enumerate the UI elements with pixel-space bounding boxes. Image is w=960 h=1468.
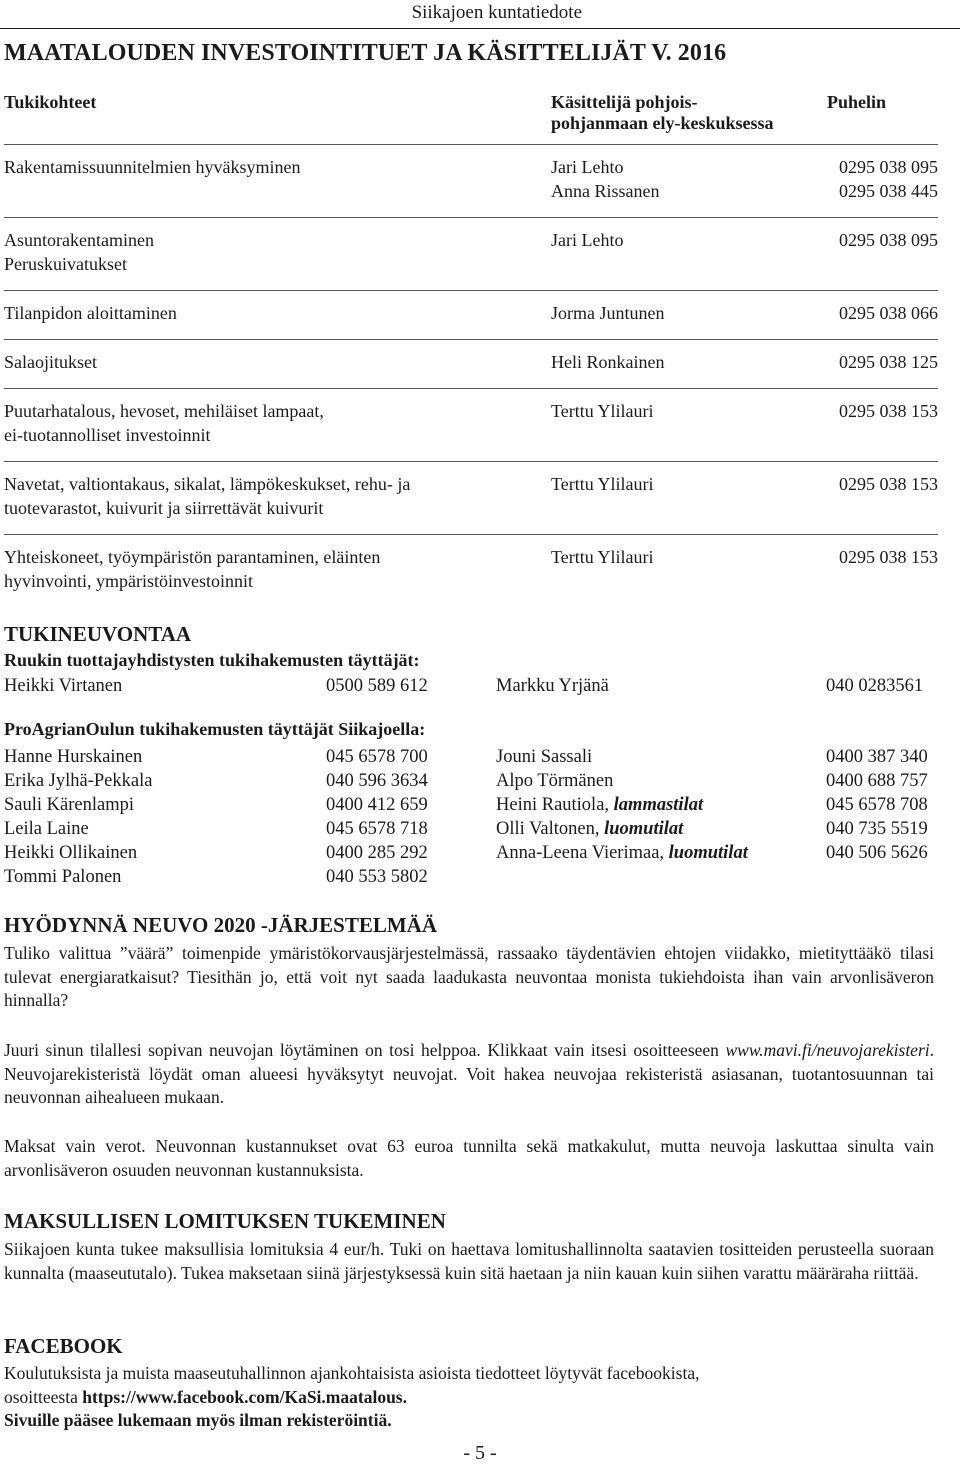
contact-name-with-role	[496, 745, 592, 769]
contact-phone: 040 553 5802	[326, 867, 428, 887]
contact-name: Hanne Hurskainen	[4, 747, 143, 767]
phone	[818, 155, 938, 203]
contact-name: Jouni Sassali	[496, 747, 593, 767]
facebook-line-2	[4, 1386, 934, 1410]
support-target-line: Tilanpidon aloittaminen	[4, 303, 177, 323]
main-title: MAATALOUDEN INVESTOINTITUET JA KÄSITTELIJÄT V. 2016	[4, 40, 727, 66]
proagria-contact-row	[4, 769, 938, 793]
proagria-contact-row	[4, 745, 938, 769]
phone-number: 0295 038 153	[839, 401, 938, 421]
neuvo-p2-text: Juuri sinun tilallesi sopivan neuvojan löytäminen on tosi helppoa. Klikkaat vain itsesi osoitteeseen	[4, 1040, 726, 1060]
neuvo-paragraph-3: Maksat vain verot. Neuvonnan kustannukset ovat 63 euroa tunnilta sekä matkakulut, mutta neuvoja laskuttaa sinulta vain arvonlisäveron osuuden neuvonnan kustannuksista.	[4, 1136, 934, 1180]
neuvo-paragraph-1: Tuliko valittua ”väärä” toimenpide ymäristökorvausjärjestelmässä, rassaako täydentävien ehtojen viidakko, mietityttääkö tilasi tulevat energiaratkaisut? Tiesithän jo, että voit nyt saada laadukasta neuvontaa monista tukiehdoista ihan vain arvonlisäveron hinnalla?	[4, 943, 934, 1010]
phone-number: 0295 038 095	[839, 157, 938, 177]
contact-name: Heini Rautiola,	[496, 795, 614, 815]
contact-role: luomutilat	[668, 843, 748, 863]
support-target-line: Navetat, valtiontakaus, sikalat, lämpökeskukset, rehu- ja	[4, 474, 411, 494]
facebook-link[interactable]: https://www.facebook.com/KaSi.maatalous.	[82, 1386, 407, 1407]
header-phone: Puhelin	[827, 92, 887, 112]
handler	[551, 350, 821, 374]
header-rule	[0, 28, 960, 29]
phone-number: 0295 038 445	[839, 181, 938, 201]
investment-row	[4, 217, 938, 290]
handler	[551, 301, 821, 325]
handler-name: Heli Ronkainen	[551, 352, 665, 372]
investment-row	[4, 290, 938, 339]
handler	[551, 472, 821, 496]
investment-table-header	[4, 92, 938, 144]
ruukki-contact-row	[4, 674, 938, 698]
proagria-contact-row	[4, 817, 938, 841]
neuvo-paragraph-2	[4, 1039, 934, 1110]
contact-name-with-role	[496, 841, 748, 865]
neuvo-title: HYÖDYNNÄ NEUVO 2020 -JÄRJESTELMÄÄ	[4, 913, 438, 937]
proagria-heading: ProAgrianOulun tukihakemusten täyttäjät Siikajoella:	[4, 719, 426, 739]
facebook-title: FACEBOOK	[4, 1334, 123, 1358]
lomitus-paragraph: Siikajoen kunta tukee maksullisia lomituksia 4 eur/h. Tuki on haettava lomitushallinnolta saatavien tositteiden perusteella suoraan kunnalta (maaseututalo). Tukea maksetaan siinä järjestyksessä kuin sitä haetaan ja niin kauan kuin siihen varattu määräraha riittää.	[4, 1239, 934, 1283]
support-target	[4, 472, 524, 520]
support-target-line: Peruskuivatukset	[4, 254, 127, 274]
contact-phone: 040 596 3634	[326, 771, 428, 791]
contact-phone: 045 6578 718	[326, 819, 428, 839]
contact-phone: 040 0283561	[826, 676, 924, 696]
contact-phone: 0500 589 612	[326, 676, 428, 696]
contact-name: Erika Jylhä-Pekkala	[4, 771, 153, 791]
handler-name: Terttu Ylilauri	[551, 401, 654, 421]
support-target	[4, 545, 524, 593]
contact-name: Markku Yrjänä	[496, 676, 609, 696]
page-number: - 5 -	[463, 1442, 497, 1464]
contact-phone: 040 506 5626	[826, 843, 928, 863]
neuvo-p2-text-end: . Neuvojarekisteristä löydät oman alueesi hyväksytyt neuvojat. Voit hakea neuvojaa rekisteristä asiasanan, tuotantosuunnan tai neuvonnan aihealueen mukaan.	[4, 1040, 934, 1107]
investment-row	[4, 144, 938, 217]
contact-name: Olli Valtonen,	[496, 819, 605, 839]
contact-phone: 0400 412 659	[326, 795, 428, 815]
phone-number: 0295 038 125	[839, 352, 938, 372]
contact-name: Tommi Palonen	[4, 867, 122, 887]
investment-table	[4, 92, 938, 607]
investment-row	[4, 461, 938, 534]
support-target-line: Yhteiskoneet, työympäristön parantaminen, eläinten	[4, 547, 381, 567]
support-target	[4, 301, 524, 325]
investment-row	[4, 339, 938, 388]
phone	[818, 350, 938, 374]
handler	[551, 155, 821, 203]
investment-row	[4, 534, 938, 607]
ruukki-heading: Ruukin tuottajayhdistysten tukihakemusten täyttäjät:	[4, 650, 420, 670]
investment-row	[4, 388, 938, 461]
phone	[818, 545, 938, 569]
facebook-prefix: osoitteesta	[4, 1386, 83, 1407]
phone-number: 0295 038 095	[839, 230, 938, 250]
contact-phone: 045 6578 700	[326, 747, 428, 767]
handler-name: Jorma Juntunen	[551, 303, 665, 323]
phone-number: 0295 038 153	[839, 547, 938, 567]
contact-name: Anna-Leena Vierimaa,	[496, 843, 669, 863]
header-handler-line1: Käsittelijä pohjois-	[551, 92, 698, 112]
phone-number: 0295 038 153	[839, 474, 938, 494]
support-target	[4, 350, 524, 374]
phone	[818, 301, 938, 325]
facebook-line-1: Koulutuksista ja muista maaseutuhallinnon ajankohtaisista asioista tiedotteet löytyvät facebookista,	[4, 1363, 700, 1383]
proagria-contact-row	[4, 841, 938, 865]
tukineuvontaa-title: TUKINEUVONTAA	[4, 622, 192, 646]
handler	[551, 228, 821, 252]
lomitus-title: MAKSULLISEN LOMITUKSEN TUKEMINEN	[4, 1209, 446, 1233]
contact-role: lammastilat	[613, 795, 704, 815]
header-handler	[551, 92, 821, 134]
support-target	[4, 399, 524, 447]
contact-phone: 0400 387 340	[826, 747, 928, 767]
header-handler-line2: pohjanmaan ely-keskuksessa	[551, 113, 774, 133]
facebook-line-3: Sivuille pääsee lukemaan myös ilman rekisteröintiä.	[4, 1410, 392, 1430]
contact-phone: 0400 285 292	[326, 843, 428, 863]
phone	[818, 399, 938, 423]
contact-name: Sauli Kärenlampi	[4, 795, 134, 815]
proagria-contact-row	[4, 865, 938, 889]
contact-name: Alpo Törmänen	[496, 771, 614, 791]
support-target-line: Salaojitukset	[4, 352, 97, 372]
support-target-line: hyvinvointi, ympäristöinvestoinnit	[4, 571, 253, 591]
proagria-contact-row	[4, 793, 938, 817]
support-target-line: tuotevarastot, kuivurit ja siirrettävät kuivurit	[4, 498, 324, 518]
phone-number: 0295 038 066	[839, 303, 938, 323]
handler-name: Terttu Ylilauri	[551, 547, 654, 567]
facebook-paragraph	[4, 1362, 934, 1433]
phone	[818, 228, 938, 252]
handler-name: Anna Rissanen	[551, 181, 660, 201]
contact-name-with-role	[496, 793, 703, 817]
handler-name: Jari Lehto	[551, 230, 624, 250]
contact-name: Heikki Virtanen	[4, 676, 123, 696]
contact-phone: 045 6578 708	[826, 795, 928, 815]
contact-name: Leila Laine	[4, 819, 89, 839]
header-targets: Tukikohteet	[4, 92, 97, 112]
handler-name: Terttu Ylilauri	[551, 474, 654, 494]
contact-phone: 040 735 5519	[826, 819, 928, 839]
phone	[818, 472, 938, 496]
support-target	[4, 228, 524, 276]
contact-name: Heikki Ollikainen	[4, 843, 138, 863]
contact-role: luomutilat	[604, 819, 684, 839]
handler	[551, 545, 821, 569]
neuvojarekisteri-link[interactable]: www.mavi.fi/neuvojarekisteri	[725, 1040, 930, 1060]
support-target-line: Rakentamissuunnitelmien hyväksyminen	[4, 157, 301, 177]
contact-name-with-role	[496, 769, 613, 793]
support-target-line: Asuntorakentaminen	[4, 230, 154, 250]
contact-phone: 0400 688 757	[826, 771, 928, 791]
support-target-line: Puutarhatalous, hevoset, mehiläiset lampaat,	[4, 401, 324, 421]
handler-name: Jari Lehto	[551, 157, 624, 177]
handler	[551, 399, 821, 423]
support-target	[4, 155, 524, 179]
contact-name-with-role	[496, 817, 683, 841]
support-target-line: ei-tuotannolliset investoinnit	[4, 425, 211, 445]
running-head: Siikajoen kuntatiedote	[411, 2, 582, 23]
